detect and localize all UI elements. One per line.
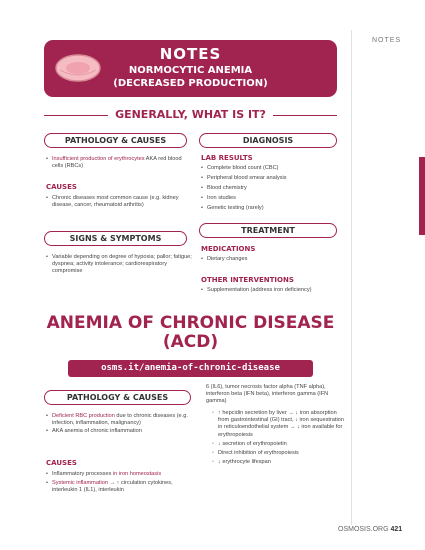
page-edge-tab <box>419 157 425 235</box>
list-item: • Systemic inflammation → ↑ circulation cytokines, interleukin 1 (IL1), interleukin <box>46 480 194 494</box>
acd-continued-text: 6 (IL6), tumor necrosis factor alpha (TNF alpha), interferon beta (IFN beta), interferon gamma (IFN gamma) <box>206 384 329 405</box>
list-item: • Chronic diseases most common cause (e.g. kidney disease, cancer, rheumatoid arthritis) <box>46 195 191 209</box>
header-title: NOTES <box>159 45 222 63</box>
list-item: • Iron studies <box>201 195 341 202</box>
list-item: • Variable depending on degree of hypoxia; pallor; fatigue; dyspnea; activity intolerance; cardiorespiratory compromise <box>46 254 196 276</box>
acd-pathology-causes-pill: PATHOLOGY & CAUSES <box>44 390 191 405</box>
causes-bullets <box>46 195 191 209</box>
acd-title-line1: ANEMIA OF CHRONIC DISEASE <box>46 313 335 333</box>
list-item: • Blood chemistry <box>201 185 341 192</box>
signs-symptoms-pill: SIGNS & SYMPTOMS <box>44 231 187 246</box>
medications-heading: MEDICATIONS <box>201 245 256 253</box>
general-heading-text: GENERALLY, WHAT IS IT? <box>109 108 272 121</box>
signs-bullets <box>46 254 196 276</box>
sidebar-divider <box>351 30 352 525</box>
diagnosis-pill: DIAGNOSIS <box>199 133 337 148</box>
other-interventions-heading: OTHER INTERVENTIONS <box>201 276 294 284</box>
list-item: • Deficient RBC production due to chronic diseases (e.g. infection, inflammation, malignancy) <box>46 413 194 427</box>
treatment-pill: TREATMENT <box>199 223 337 238</box>
other-interventions-list <box>201 287 346 294</box>
acd-url-link[interactable]: osms.it/anemia-of-chronic-disease <box>68 360 313 377</box>
list-item: • Complete blood count (CBC) <box>201 165 341 172</box>
list-item: • Peripheral blood smear analysis <box>201 175 341 182</box>
list-item: • Insufficient production of erythrocytes AKA red blood cells (RBCs) <box>46 156 191 170</box>
acd-pathology-bullets <box>46 413 194 436</box>
acd-title-line2: (ACD) <box>162 332 219 352</box>
general-section-heading <box>44 108 337 122</box>
list-item: ◦ ↓ secretion of erythropoietin <box>206 441 346 448</box>
acd-causes-heading: CAUSES <box>46 459 77 467</box>
lab-results-list <box>201 165 341 212</box>
causes-heading: CAUSES <box>46 183 77 191</box>
list-item: • Genetic testing (rarely) <box>201 205 341 212</box>
list-item: ◦ Direct inhibition of erythropoiesis <box>206 450 346 457</box>
list-item: • Supplementation (address iron deficiency) <box>201 287 346 294</box>
notes-sidebar-label: NOTES <box>372 37 402 44</box>
list-item: • Inflammatory processes in iron homeostasis <box>46 471 194 478</box>
list-item: • Dietary changes <box>201 256 341 263</box>
pathology-bullets <box>46 156 191 170</box>
lab-results-heading: LAB RESULTS <box>201 154 253 162</box>
list-item: • AKA anemia of chronic inflammation <box>46 428 194 435</box>
page-number: 421 <box>390 526 403 533</box>
header-subtitle-line2: (DECREASED PRODUCTION) <box>113 78 268 89</box>
pathology-causes-pill: PATHOLOGY & CAUSES <box>44 133 187 148</box>
header-banner <box>44 40 337 97</box>
acd-causes-bullets <box>46 471 194 495</box>
acd-continued-subbullets <box>206 410 346 466</box>
header-subtitle-line1: NORMOCYTIC ANEMIA <box>128 65 253 76</box>
medications-list <box>201 256 341 263</box>
page-footer <box>338 526 402 533</box>
list-item: ◦ ↓ erythrocyte lifespan <box>206 459 346 466</box>
footer-site: OSMOSIS.ORG <box>338 526 389 533</box>
list-item: ◦ ↑ hepcidin secretion by liver → ↓ iron absorption from gastrointestinal (GI) tract, ↓ iron sequestration in reticuloendothelial system → ↓ iron available for erythropoiesis <box>206 410 346 439</box>
